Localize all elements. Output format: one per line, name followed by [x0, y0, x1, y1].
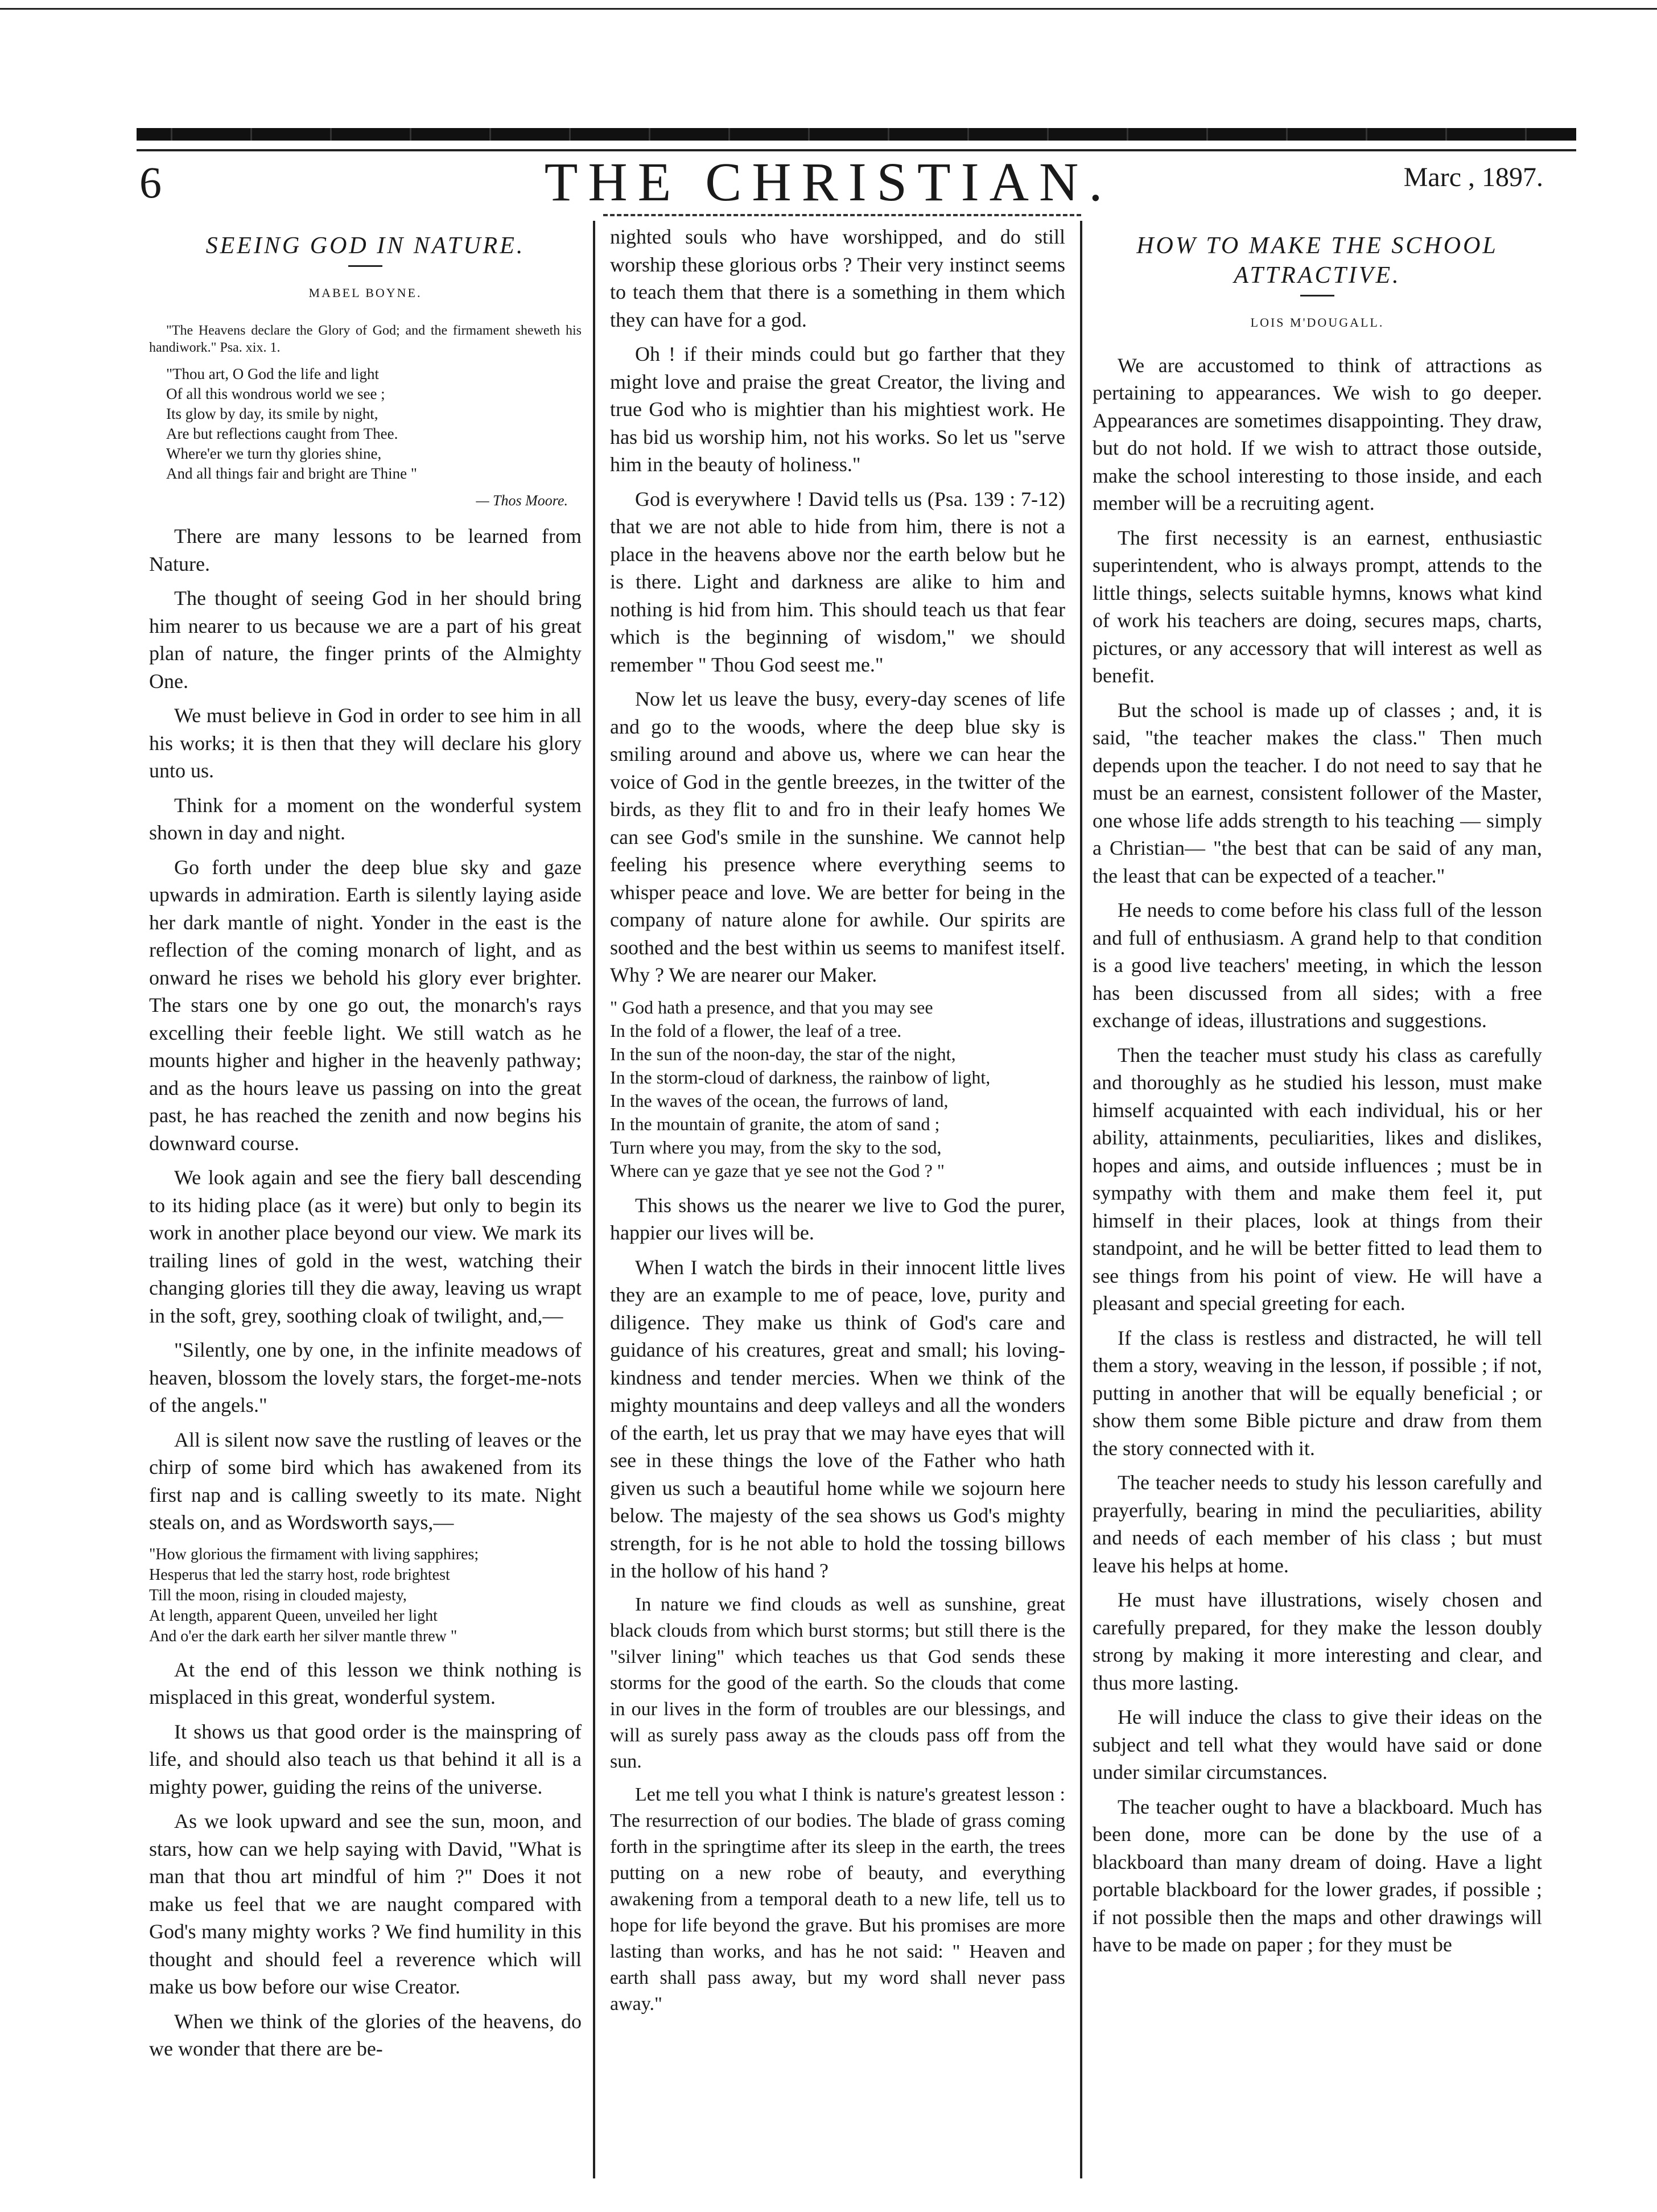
paragraph: God is everywhere ! David tells us (Psa. 139 : 7-12) that we are not able to hide from him, there is not a place in the heavens above nor the earth below but he is there. Light and darkness are alike to him and nothing is hid from him. This should teach us that fear which is the beginning of wisdom," we should remember " Thou God seest me."	[610, 487, 1065, 676]
poem-attribution: — Thos Moore.	[476, 492, 568, 509]
paragraph: The thought of seeing God in her should bring him nearer to us because we are a part of his great plan of nature, the finger prints of the Almighty One.	[149, 587, 582, 693]
column-3	[1093, 223, 1542, 1966]
paragraph: All is silent now save the rustling of leaves or the chirp of some bird which has awakened from its first nap and is calling sweetly to its mate. Night steals on, and as Wordsworth says,—	[149, 1428, 582, 1534]
article-author: LOIS M'DOUGALL.	[1093, 295, 1542, 337]
paragraph: When we think of the glories of the heavens, do we wonder that there are be-	[149, 2009, 582, 2060]
article-title: SEEING GOD IN NATURE.	[205, 233, 525, 259]
paragraph: We look again and see the fiery ball descending to its hiding place (as it were) but only to begin its work in another place beyond our view. We mark its trailing lines of gold in the west, watching their changing glories till they die away, leaving us wrapt in the soft, grey, soothing cloak of twilight, and,—	[149, 1166, 582, 1327]
presence-poem: " God hath a presence, and that you may see In the fold of a flower, the leaf of a tree. In the sun of the noon-day, the star of the night, In the storm-cloud of darkness, the rainbow of light, In the waves of the ocean, the furrows of land, In the mountain of granite, the atom of sand ; Turn where you may, from the sky to the sod, Where can ye gaze that ye see not the God ? "	[610, 996, 991, 1181]
paragraph: The teacher needs to study his lesson carefully and prayerfully, bearing in mind the peculiarities, ability and needs of each member of his class ; but must leave his helps at home.	[1093, 1471, 1542, 1577]
epigraph: "The Heavens declare the Glory of God; and the firmament sheweth his handiwork." Psa. xix. 1.	[149, 323, 582, 355]
paragraph: The teacher ought to have a blackboard. Much has been done, more can be done by the use of a blackboard than many dream of doing. Have a light portable blackboard for the lower grades, if possible ; if not possible then the maps and other drawings will have to be made on paper ; for they must be	[1093, 1795, 1542, 1956]
paragraph: nighted souls who have worshipped, and do still worship these glorious orbs ? Their very instinct seems to teach them that there is a something in them which they can have for a god.	[610, 225, 1065, 331]
paragraph: Then the teacher must study his class as carefully and thoroughly as he studied his lesson, must make himself acquainted with each individual, his or her ability, attainments, peculiarities, likes and dislikes, hopes and aims, and outside influences ; must be in sympathy with them and make them feel it, put himself in their places, look at things from their standpoint, and he will be better fitted to lead them to see things from his point of view. He will have a pleasant and special greeting for each.	[1093, 1043, 1542, 1315]
issue-date: Marc , 1897.	[1403, 162, 1543, 192]
paragraph: But the school is made up of classes ; and, it is said, "the teacher makes the class." Then much depends upon the teacher. I do not need to say that he must be an earnest, consistent follower of the Master, one whose life adds strength to his teaching — simply a Christian— "the best that can be said of any man, the least that can be expected of a teacher."	[1093, 698, 1542, 887]
paragraph: In nature we find clouds as well as sunshine, great black clouds from which burst storms; but still there is the "silver lining" which teaches us that God sends these storms for the good of the earth. So the clouds that come in our lives in the form of troubles are our blessings, and will as surely pass away as the clouds pass off from the sun.	[610, 1593, 1065, 1772]
paragraph: There are many lessons to be learned from Nature.	[149, 525, 582, 575]
opening-poem: "Thou art, O God the life and light Of all this wondrous world we see ; Its glow by day, its smile by night, Are but reflections caught from Thee. Where'er we turn thy glories shine, And all things fair and bright are Thine "	[166, 365, 417, 482]
column-2	[610, 223, 1065, 2024]
paragraph: He must have illustrations, wisely chosen and carefully prepared, for they make the lesson doubly strong by making it more interesting and clear, and thus more lasting.	[1093, 1588, 1542, 1694]
paragraph: He will induce the class to give their ideas on the subject and tell what they would have said or done under similar circumstances.	[1093, 1706, 1542, 1783]
article-title: HOW TO MAKE THE SCHOOL ATTRACTIVE.	[1136, 233, 1498, 289]
paragraph: We are accustomed to think of attractions as pertaining to appearances. We wish to go deeper. Appearances are sometimes disappointing. They draw, but do not hold. If we wish to attract those outside, make the school interesting to those inside, and each member will be a recruiting agent.	[1093, 353, 1542, 514]
paragraph: Let me tell you what I think is nature's greatest lesson : The resurrection of our bodies. The blade of grass coming forth in the springtime after its sleep in the earth, the trees putting on a new robe of beauty, and everything awakening from a temporal death to a new life, tell us to hope for life beyond the grave. But his promises are more lasting than works, and has he not said: " Heaven and earth shall pass away, but my word shall never pass away."	[610, 1783, 1065, 2015]
paragraph: It shows us that good order is the mainspring of life, and should also teach us that behind it all is a mighty power, guiding the reins of the universe.	[149, 1720, 582, 1798]
paragraph: If the class is restless and distracted, he will tell them a story, weaving in the lesson, if possible ; if not, putting in another that will be equally beneficial ; or show them some Bible picture and draw from them the story connected with it.	[1093, 1326, 1542, 1460]
paragraph: He needs to come before his class full of the lesson and full of enthusiasm. A grand help to that condition is a good live teachers' meeting, in which the lesson has been discussed from all sides; with a free exchange of ideas, illustrations and suggestions.	[1093, 899, 1542, 1032]
paragraph: As we look upward and see the sun, moon, and stars, how can we help saying with David, "What is man that thou art mindful of him ?" Does it not make us feel that we are naught compared with God's many mighty works ? We find humility in this thought and should feel a reverence which will make us bow before our wise Creator.	[149, 1810, 582, 1998]
paragraph: The first necessity is an earnest, enthusiastic superintendent, who is always prompt, attends to the little things, selects suitable hymns, knows what kind of work his teachers are doing, secures maps, charts, pictures, or any accessory that will interest as well as benefit.	[1093, 526, 1542, 687]
top-border-line	[0, 8, 1657, 10]
paragraph: When I watch the birds in their innocent little lives they are an example to me of peace, love, purity and diligence. They make us think of God's care and guidance of his creatures, great and small; his loving-kindness and tender mercies. When we think of the mighty mountains and deep valleys and all the wonders of the earth, let us pray that we may have eyes that will see in these things the love of the Father who hath given us such a beautiful home while we sojourn here below. The majesty of the sea shows us God's mighty strength, for is he not able to hold the tossing billows in the hollow of his hand ?	[610, 1255, 1065, 1582]
column-rule-1	[593, 221, 595, 2178]
wordsworth-poem: "How glorious the firmament with living sapphires; Hesperus that led the starry host, rode brightest Till the moon, rising in clouded majesty, At length, apparent Queen, unveiled her light And o'er the dark earth her silver mantle threw "	[149, 1545, 479, 1645]
article-author: MABEL BOYNE.	[149, 265, 582, 307]
masthead-title: THE CHRISTIAN.	[544, 151, 1113, 212]
paragraph: At the end of this lesson we think nothing is misplaced in this great, wonderful system.	[149, 1658, 582, 1708]
paragraph: Now let us leave the busy, every-day scenes of life and go to the woods, where the deep blue sky is smiling around and above us, where we can hear the voice of God in the gentle breezes, in the twitter of the birds, as they flit to and fro in their leafy homes We can see God's smile in the sunshine. We cannot help feeling his presence where everything seems to whisper peace and love. We are better for being in the company of nature alone for awhile. Our spirits are soothed and the best within us seems to manifest itself. Why ? We are nearer our Maker.	[610, 687, 1065, 986]
paragraph: Oh ! if their minds could but go farther that they might love and praise the great Creator, the living and true God who is mightier than his mightiest work. He has bid us worship him, not his works. So let us "serve him in the beauty of holiness."	[610, 343, 1065, 476]
column-head-dash	[603, 214, 1081, 217]
paragraph: "Silently, one by one, in the infinite meadows of heaven, blossom the lovely stars, the forget-me-nots of the angels."	[149, 1338, 582, 1416]
paragraph: This shows us the nearer we live to God the purer, happier our lives will be.	[610, 1193, 1065, 1244]
column-1	[149, 223, 582, 2070]
paragraph: We must believe in God in order to see him in all his works; it is then that they will declare his glory unto us.	[149, 704, 582, 782]
page-number: 6	[139, 158, 162, 207]
masthead-rule-thick	[137, 128, 1576, 141]
paragraph: Think for a moment on the wonderful system shown in day and night.	[149, 793, 582, 844]
column-rule-2	[1080, 221, 1082, 2178]
paragraph: Go forth under the deep blue sky and gaze upwards in admiration. Earth is silently laying aside her dark mantle of night. Yonder in the east is the reflection of the coming monarch of light, and as onward he rises we behold his glory ever brighter. The stars one by one go out, the monarch's rays excelling their feeble light. We still watch as he mounts higher and higher in the heavenly pathway; and as the hours leave us passing on into the great past, he has reached the zenith and now begins his downward course.	[149, 855, 582, 1155]
